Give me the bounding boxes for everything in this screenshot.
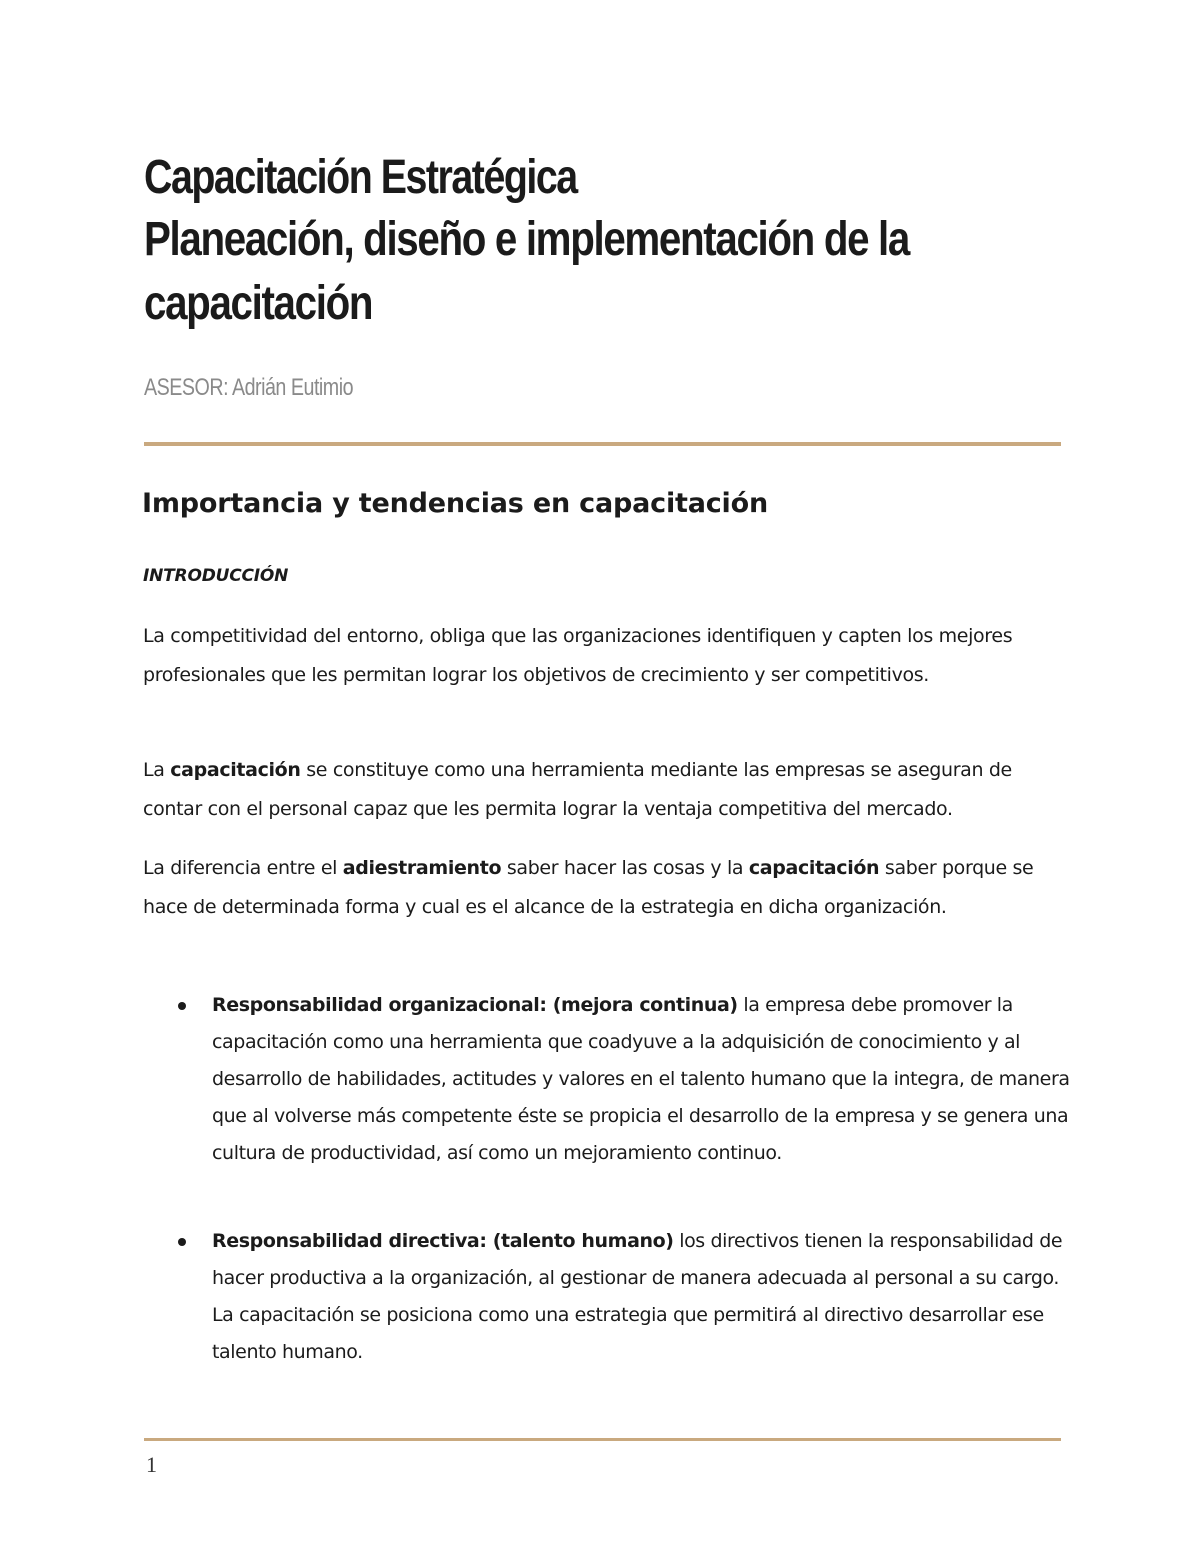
list-item [212, 987, 1072, 1172]
bullet-1-bold: Responsabilidad organizacional: (mejora continua) [212, 994, 738, 1016]
paragraph-3-prefix: La diferencia entre el [143, 857, 343, 879]
paragraph-2-suffix: se constituye como una herramienta mediante las empresas se aseguran de contar con el personal capaz que les permita lograr la ventaja competitiva del mercado. [143, 759, 1012, 820]
document-title: Capacitación Estratégica [144, 151, 577, 204]
bullet-dot-icon [178, 1238, 186, 1246]
paragraph-2-prefix: La [143, 759, 171, 781]
bullet-1-text: la empresa debe promover la capacitación como una herramienta que coadyuve a la adquisición de conocimiento y al desarrollo de habilidades, actitudes y valores en el talento humano que la integra, de manera que al volverse más competente éste se propicia el desarrollo de la empresa y se genera una cultura de productividad, así como un mejoramiento continuo. [212, 994, 1070, 1164]
paragraph-3-bold-term-1: adiestramiento [342, 857, 502, 879]
paragraph-diferencia [143, 849, 1073, 927]
paragraph-2-bold-term: capacitación [170, 759, 301, 781]
author-line: ASESOR: Adrián Eutimio [144, 374, 354, 401]
bullet-2-text: los directivos tienen la responsabilidad de hacer productiva a la organización, al gestionar de manera adecuada al personal a su cargo. La capacitación se posiciona como una estrategia que permitirá al directivo desarrollar ese talento humano. [212, 1230, 1063, 1363]
paragraph-competitividad: La competitividad del entorno, obliga que las organizaciones identifiquen y capten los mejores profesionales que les permitan lograr los objetivos de crecimiento y ser competitivos. [143, 625, 1013, 686]
bullet-2-bold: Responsabilidad directiva: (talento humano) [212, 1230, 674, 1252]
bullet-dot-icon [178, 1002, 186, 1010]
paragraph-3-bold-term-2: capacitación [748, 857, 880, 879]
paragraph-3-suffix: saber porque se hace de determinada forma y cual es el alcance de la estrategia en dicha organización. [143, 857, 1034, 918]
document-subtitle: Planeación, diseño e implementación de la capacitación [144, 213, 909, 330]
top-divider [144, 442, 1061, 446]
title-block [144, 148, 1074, 336]
list-item [212, 1223, 1072, 1371]
page-number: 1 [146, 1452, 157, 1477]
paragraph-capacitacion [143, 751, 1073, 829]
intro-label: INTRODUCCIÓN [143, 566, 289, 586]
section-heading: Importancia y tendencias en capacitación [142, 488, 768, 519]
bottom-divider [144, 1438, 1061, 1441]
paragraph-3-middle: saber hacer las cosas y la [501, 857, 749, 879]
